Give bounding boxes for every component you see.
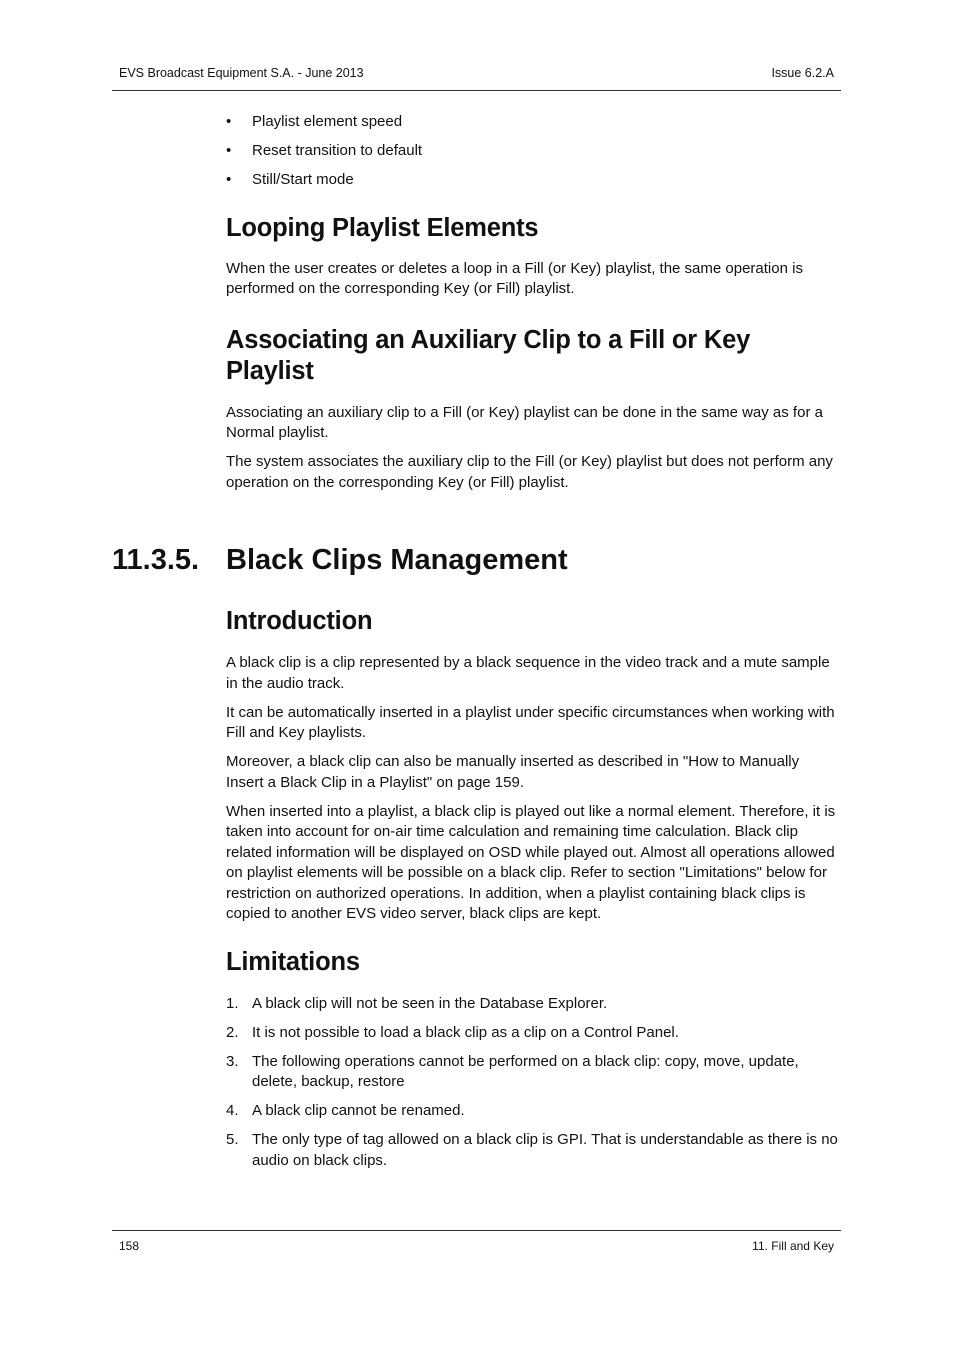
heading-looping: Looping Playlist Elements	[226, 213, 539, 242]
heading-associating: Associating an Auxiliary Clip to a Fill or Key Playlist	[226, 325, 751, 385]
bullet-marker: •	[226, 113, 232, 130]
section-number: 11.3.5.	[112, 544, 200, 576]
list-item-text: A black clip will not be seen in the Database Explorer.	[252, 994, 608, 1012]
item-number: 1.	[226, 994, 239, 1012]
list-item-text: A black clip cannot be renamed.	[252, 1102, 465, 1119]
list-item	[226, 112, 840, 133]
list-item-text: The only type of tag allowed on a black clip is GPI. That is understandable as there is no audio on black clips.	[252, 1131, 838, 1169]
list-item	[226, 1023, 840, 1044]
header-publisher: EVS Broadcast Equipment S.A. - June 2013	[119, 66, 364, 80]
bullet-marker: •	[226, 171, 232, 188]
feature-bullet-list	[226, 112, 840, 191]
item-number: 4.	[226, 1102, 239, 1119]
paragraph: A black clip is a clip represented by a black sequence in the video track and a mute sample in the audio track.	[226, 654, 830, 692]
item-number: 3.	[226, 1052, 239, 1070]
list-item-text: Still/Start mode	[252, 171, 354, 188]
paragraph: The system associates the auxiliary clip to the Fill (or Key) playlist but does not perform any operation on the corresponding Key (or Fill) playlist.	[226, 453, 833, 491]
paragraph: It can be automatically inserted in a playlist under specific circumstances when working with Fill and Key playlists.	[226, 703, 835, 741]
section-title	[112, 542, 840, 578]
list-item	[226, 141, 840, 162]
paragraph: Moreover, a black clip can also be manually inserted as described in "How to Manually Insert a Black Clip in a Playlist" on page 159.	[226, 753, 800, 791]
footer-rule	[112, 1230, 841, 1231]
top-content	[226, 112, 840, 502]
limitations-list	[226, 994, 840, 1172]
item-number: 5.	[226, 1131, 239, 1148]
header-rule	[112, 90, 841, 91]
header-issue: Issue 6.2.A	[771, 66, 834, 80]
list-item-text: Playlist element speed	[252, 113, 403, 130]
page-number: 158	[119, 1239, 140, 1253]
paragraph: Associating an auxiliary clip to a Fill (or Key) playlist can be done in the same way as for a Normal playlist.	[226, 403, 823, 441]
heading-introduction: Introduction	[226, 607, 373, 635]
list-item	[226, 994, 840, 1015]
item-number: 2.	[226, 1023, 239, 1041]
list-item	[226, 170, 840, 191]
list-item	[226, 1052, 840, 1093]
list-item	[226, 1130, 840, 1171]
paragraph: When the user creates or deletes a loop in a Fill (or Key) playlist, the same operation is performed on the corresponding Key (or Fill) playlist.	[226, 259, 803, 297]
list-item-text: The following operations cannot be performed on a black clip: copy, move, update, delete, backup, restore	[252, 1052, 799, 1090]
chapter-label: 11. Fill and Key	[752, 1239, 834, 1253]
black-clips-content	[226, 606, 840, 1180]
list-item	[226, 1101, 840, 1122]
list-item-text: Reset transition to default	[252, 142, 423, 159]
heading-limitations: Limitations	[226, 947, 360, 976]
bullet-marker: •	[226, 142, 232, 159]
list-item-text: It is not possible to load a black clip as a clip on a Control Panel.	[252, 1023, 679, 1041]
section-name: Black Clips Management	[226, 544, 568, 576]
paragraph: When inserted into a playlist, a black clip is played out like a normal element. Therefore, it is taken into account for on-air time calculation and remaining time calculation. Black clip related information will be displayed on OSD while played out. Almost all operations allowed on playlist elements will be possible on a black clip. Refer to section "Limitations" below for restriction on authorized operations. In addition, when a playlist containing black clips is copied to another EVS video server, black clips are kept.	[226, 802, 836, 922]
